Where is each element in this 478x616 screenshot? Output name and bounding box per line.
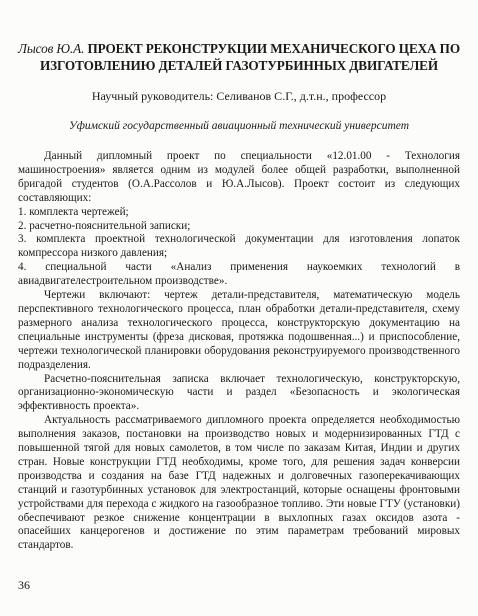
list-item: 1. комплекта чертежей; xyxy=(18,205,129,218)
university-line: Уфимский государственный авиационный технический университет xyxy=(68,120,410,132)
list-item: 2. расчетно-пояснительной записки; xyxy=(18,219,191,232)
list-item: 3. комплекта проектной технологической документации для изготовления лопаток компрессора низкого давления; xyxy=(18,233,460,260)
article-heading: ПРОЕКТ РЕКОНСТРУКЦИИ МЕХАНИЧЕСКОГО ЦЕХА ПО ИЗГОТОВЛЕНИЮ ДЕТАЛЕЙ ГАЗОТУРБИННЫХ ДВИГАТЕЛЕЙ xyxy=(39,41,460,73)
author-name: Лысов Ю.А. xyxy=(18,41,85,56)
list-item: 4. специальной части «Анализ применения наукоемких технологий в авиадвигателестроительном производстве». xyxy=(18,261,460,288)
article-body xyxy=(18,150,460,553)
paragraph-relevance: Актуальность рассматриваемого дипломного проекта определяется необходимостью выполнения заказов, постановки на производство новых и модернизированных ГТД с повышенной тягой для новых самолетов, в том числе по заказам Китая, Индии и других стран. Новые конструкции ГТД необходимы, кроме того, для решения задач конверсии производства и создания на базе ГТД надежных и долговечных газоперекачивающих станций и газотурбинных установок для электростанций, которые оснащены фронтовыми устройствами для перехода с жидкого на газообразное топливо. Эти новые ГТУ (установки) обеспечивают резкое снижение концентрации в выхлопных газах оксидов азота - опасейших канцерогенов и достижение по этим параметрам требований мировых стандартов. xyxy=(18,414,460,552)
article-title xyxy=(16,40,462,74)
paragraph-note: Расчетно-пояснительная записка включает технологическую, конструкторскую, организационно-экономическую части и раздел «Безопасность и экологическая эффективность проекта». xyxy=(18,372,460,413)
page-number: 36 xyxy=(18,578,30,592)
supervisor-line: Научный руководитель: Селиванов С.Г., д.т.н., профессор xyxy=(91,89,387,103)
paragraph-drawings: Чертежи включают: чертеж детали-представителя, математическую модель перспективного технологического процесса, план обработки детали-представителя, схему размерного анализа технологического процесса, конструкторскую документацию на специальные инструменты (фреза дисковая, протяжка подошвенная...) и приспособление, чертежи технологической планировки оборудования реконструируемого производственного подразделения. xyxy=(18,289,460,371)
paragraph-intro: Данный дипломный проект по специальности «12.01.00 - Технология машиностроения» является одним из модулей более общей разработки, выполненной бригадой студентов (О.А.Рассолов и Ю.А.Лысов). Проект состоит из следующих составляющих: xyxy=(18,150,460,204)
